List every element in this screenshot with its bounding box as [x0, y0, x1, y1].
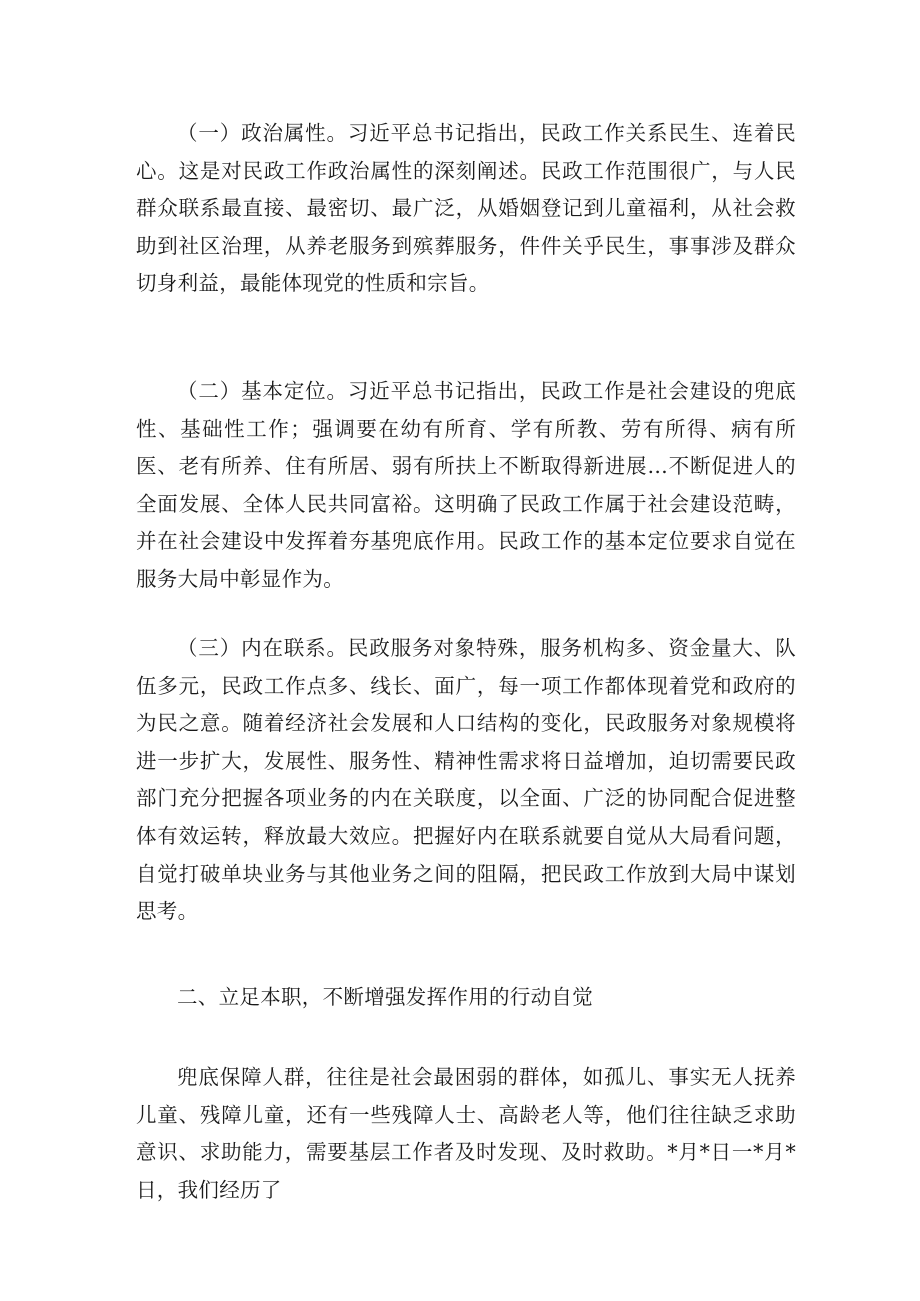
- paragraph-political-attribute: （一）政治属性。习近平总书记指出，民政工作关系民生、连着民心。这是对民政工作政治属性的深刻阐述。民政工作范围很广，与人民群众联系最直接、最密切、最广泛，从婚姻登记到儿童福利，从社会救助到社区治理，从养老服务到殡葬服务，件件关乎民生，事事涉及群众切身利益，最能体现党的性质和宗旨。: [136, 121, 796, 296]
- section-heading: 二、立足本职，不断增强发挥作用的行动自觉: [177, 985, 593, 1009]
- paragraph-internal-connection: （三）内在联系。民政服务对象特殊，服务机构多、资金量大、队伍多元，民政工作点多、线长、面广，每一项工作都体现着党和政府的为民之意。随着经济社会发展和人口结构的变化，民政服务对象规模将进一步扩大，发展性、服务性、精神性需求将日益增加，迫切需要民政部门充分把握各项业务的内在关联度，以全面、广泛的协同配合促进整体有效运转，释放最大效应。把握好内在联系就要自觉从大局看问题，自觉打破单块业务与其他业务之间的阻隔，把民政工作放到大局中谋划思考。: [136, 636, 796, 924]
- paragraph-safety-net-groups: 兜底保障人群，往往是社会最困弱的群体，如孤儿、事实无人抚养儿童、残障儿童，还有一些残障人士、高龄老人等，他们往往缺乏求助意识、求助能力，需要基层工作者及时发现、及时救助。*月*日一*月*日，我们经历了: [136, 1065, 796, 1202]
- paragraph-basic-positioning: （二）基本定位。习近平总书记指出，民政工作是社会建设的兜底性、基础性工作；强调要在幼有所育、学有所教、劳有所得、病有所医、老有所养、住有所居、弱有所扶上不断取得新进展…不断促进人的全面发展、全体人民共同富裕。这明确了民政工作属于社会建设范畴，并在社会建设中发挥着夯基兜底作用。民政工作的基本定位要求自觉在服务大局中彰显作为。: [136, 379, 796, 591]
